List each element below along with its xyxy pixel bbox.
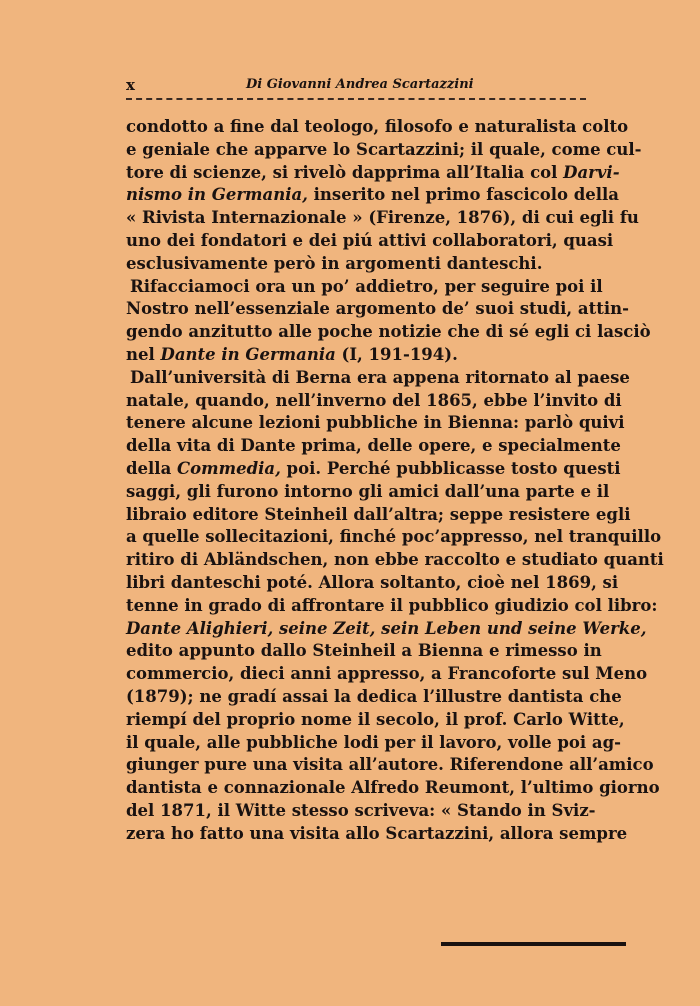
text-line — [126, 504, 631, 527]
header-rule — [126, 98, 586, 100]
text-segment: giunger pure una visita all’autore. Riferendone all’amico — [126, 755, 654, 775]
text-line — [126, 390, 622, 413]
text-segment: poi. Perché pubblicasse tosto questi — [280, 458, 621, 478]
text-segment: nel — [126, 344, 161, 364]
italic-title: Darvi- — [563, 162, 620, 182]
text-line — [126, 458, 621, 481]
text-segment: Dall’università di Berna era appena ritornato al paese — [130, 367, 630, 387]
text-segment: della — [126, 458, 178, 478]
text-line — [126, 754, 654, 777]
running-title: Di Giovanni Andrea Scartazzini — [246, 77, 474, 92]
text-segment: il quale, alle pubbliche lodi per il lavoro, volle poi ag- — [126, 732, 621, 752]
text-line — [126, 162, 620, 185]
text-segment: esclusivamente però in argomenti danteschi. — [126, 253, 543, 273]
text-line — [126, 184, 619, 207]
text-segment: libri danteschi poté. Allora soltanto, cioè nel 1869, si — [126, 572, 619, 592]
text-line — [126, 253, 586, 276]
text-line — [126, 116, 629, 139]
text-line — [126, 777, 660, 800]
text-line — [126, 686, 622, 709]
text-segment: « Rivista Internazionale » (Firenze, 1876), di cui egli fu — [126, 208, 639, 228]
text-segment: tore di scienze, si rivelò dapprima all’Italia col — [126, 162, 564, 182]
text-line — [126, 298, 629, 321]
text-line — [126, 618, 647, 641]
text-segment: saggi, gli furono intorno gli amici dall’una parte e il — [126, 481, 610, 501]
text-segment: a quelle sollecitazioni, finché poc’appresso, nel tranquillo — [126, 527, 662, 547]
text-segment: della vita di Dante prima, delle opere, e specialmente — [126, 436, 621, 456]
text-segment: tenne in grado di affrontare il pubblico giudizio col libro: — [126, 595, 658, 615]
text-line — [126, 800, 596, 823]
text-segment: gendo anzitutto alle poche notizie che di sé egli ci lasciò — [126, 322, 651, 342]
page-header — [126, 76, 586, 98]
text-line — [126, 549, 664, 572]
text-segment: uno dei fondatori e dei piú attivi collaboratori, quasi — [126, 230, 614, 250]
text-line — [126, 412, 625, 435]
text-segment: riempí del proprio nome il secolo, il prof. Carlo Witte, — [126, 709, 625, 729]
text-line — [126, 640, 602, 663]
text-segment: ritiro di Abländschen, non ebbe raccolto e studiato quanti — [126, 550, 664, 570]
text-line — [126, 367, 630, 390]
text-segment: e geniale che apparve lo Scartazzini; il quale, come cul- — [126, 139, 642, 159]
text-segment: inserito nel primo fascicolo della — [307, 185, 619, 205]
text-segment: edito appunto dallo Steinheil a Bienna e rimesso in — [126, 641, 602, 661]
text-line — [126, 709, 625, 732]
text-line — [126, 663, 648, 686]
text-line — [126, 207, 639, 230]
text-segment: condotto a fine dal teologo, filosofo e naturalista colto — [126, 117, 629, 136]
footer-rule — [441, 942, 626, 946]
text-line — [126, 572, 619, 595]
text-segment: dantista e connazionale Alfredo Reumont, l’ultimo giorno — [126, 778, 660, 798]
italic-title: nismo in Germania, — [126, 185, 308, 205]
text-line — [126, 595, 658, 618]
text-segment: Rifacciamoci ora un po’ addietro, per seguire poi il — [130, 276, 603, 296]
text-line — [126, 823, 628, 846]
text-segment: libraio editore Steinheil dall’altra; seppe resistere egli — [126, 504, 631, 524]
text-segment: (I, 191-194). — [335, 344, 458, 364]
text-line — [126, 276, 603, 299]
text-segment: zera ho fatto una visita allo Scartazzini, allora sempre — [126, 823, 628, 843]
text-line — [126, 526, 662, 549]
italic-title: Dante Alighieri, seine Zeit, sein Leben und seine Werke, — [126, 618, 647, 638]
text-line — [126, 230, 614, 253]
body-text — [126, 116, 664, 846]
text-line — [126, 481, 610, 504]
text-segment: Nostro nell’essenziale argomento de’ suoi studi, attin- — [126, 299, 629, 319]
italic-title: Dante in Germania — [160, 344, 336, 364]
text-line — [126, 344, 586, 367]
text-line — [126, 321, 651, 344]
text-segment: (1879); ne gradí assai la dedica l’illustre dantista che — [126, 686, 622, 706]
text-line — [126, 732, 621, 755]
text-segment: del 1871, il Witte stesso scriveva: « Stando in Sviz- — [126, 800, 596, 820]
italic-title: Commedia, — [177, 458, 281, 478]
text-line — [126, 435, 621, 458]
page-number: x — [126, 76, 135, 94]
text-line — [126, 139, 642, 162]
text-segment: natale, quando, nell’inverno del 1865, ebbe l’invito di — [126, 390, 622, 410]
text-segment: tenere alcune lezioni pubbliche in Bienna: parlò quivi — [126, 413, 625, 433]
text-segment: commercio, dieci anni appresso, a Francoforte sul Meno — [126, 664, 648, 684]
